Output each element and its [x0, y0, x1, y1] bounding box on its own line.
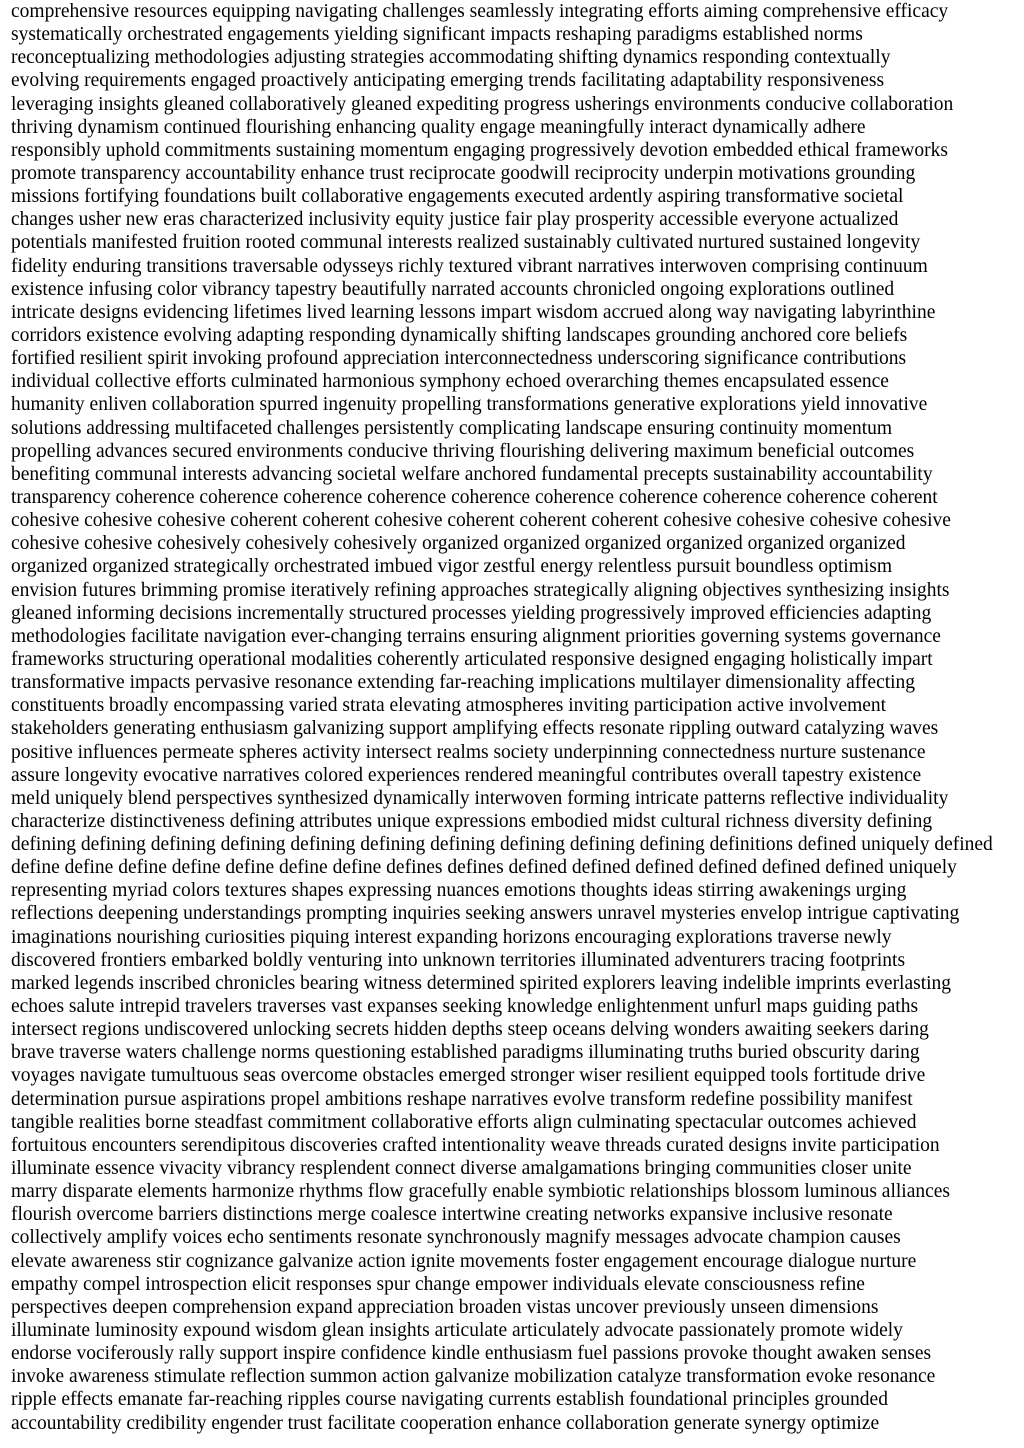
text-line: humanity enliven collaboration spurred ingenuity propelling transformations generative explorations yield innovative	[11, 394, 928, 416]
text-line: endorse vociferously rally support inspire confidence kindle enthusiasm fuel passions provoke thought awaken senses	[11, 1343, 932, 1365]
text-line: envision futures brimming promise iteratively refining approaches strategically aligning objectives synthesizing insights	[11, 579, 950, 601]
text-line: defining defining defining defining defining defining defining defining defining defining definitions defined uniquely defined	[11, 834, 993, 856]
text-line: intersect regions undiscovered unlocking secrets hidden depths steep oceans delving wonders awaiting seekers daring	[11, 1019, 929, 1041]
text-line: solutions addressing multifaceted challenges persistently complicating landscape ensuring continuity momentum	[11, 417, 893, 439]
text-line: individual collective efforts culminated harmonious symphony echoed overarching themes encapsulated essence	[11, 371, 889, 393]
text-line: fortuitous encounters serendipitous discoveries crafted intentionality weave threads curated designs invite participation	[11, 1134, 940, 1156]
text-line: representing myriad colors textures shapes expressing nuances emotions thoughts ideas stirring awakenings urging	[11, 880, 907, 902]
text-line: changes usher new eras characterized inclusivity equity justice fair play prosperity accessible everyone actualized	[11, 209, 899, 231]
text-line: meld uniquely blend perspectives synthesized dynamically interwoven forming intricate patterns reflective individuality	[11, 787, 949, 809]
text-line: transformative impacts pervasive resonance extending far-reaching implications multilayer dimensionality affecting	[11, 672, 916, 694]
text-line: flourish overcome barriers distinctions merge coalesce intertwine creating networks expansive inclusive resonate	[11, 1204, 893, 1226]
text-line: transparency coherence coherence coherence coherence coherence coherence coherence coherence coherence coherent	[11, 486, 938, 508]
text-line: leveraging insights gleaned collaboratively gleaned expediting progress usherings environments conducive collaboration	[11, 93, 954, 115]
text-line: determination pursue aspirations propel ambitions reshape narratives evolve transform redefine possibility manifest	[11, 1088, 913, 1110]
text-line: tangible realities borne steadfast commitment collaborative efforts align culminating spectacular outcomes achieved	[11, 1111, 917, 1133]
text-line: potentials manifested fruition rooted communal interests realized sustainably cultivated nurtured sustained longevity	[11, 232, 921, 254]
text-line: define define define define define define define defines defines defined defined defined defined defined defined uniquely	[11, 857, 957, 879]
text-line: reflections deepening understandings prompting inquiries seeking answers unravel mysteries envelop intrigue captivating	[11, 903, 960, 925]
text-line: illuminate luminosity expound wisdom glean insights articulate articulately advocate passionately promote widely	[11, 1320, 903, 1342]
text-line: comprehensive resources equipping navigating challenges seamlessly integrating efforts aiming comprehensive efficacy	[11, 1, 949, 22]
text-line: methodologies facilitate navigation ever-changing terrains ensuring alignment priorities governing systems governance	[11, 625, 941, 647]
text-line: assure longevity evocative narratives colored experiences rendered meaningful contributes overall tapestry existence	[11, 764, 922, 786]
text-line: ripple effects emanate far-reaching ripples course navigating currents establish foundational principles grounded	[11, 1389, 888, 1411]
text-line: propelling advances secured environments conducive thriving flourishing delivering maximum beneficial outcomes	[11, 440, 915, 462]
text-line: fidelity enduring transitions traversable odysseys richly textured vibrant narratives interwoven comprising continuum	[11, 255, 928, 277]
text-line: marry disparate elements harmonize rhythms flow gracefully enable symbiotic relationships blossom luminous alliances	[11, 1181, 951, 1203]
text-line: frameworks structuring operational modalities coherently articulated responsive designed engaging holistically impart	[11, 648, 933, 670]
text-line: systematically orchestrated engagements yielding significant impacts reshaping paradigms established norms	[11, 24, 863, 46]
text-line: fortified resilient spirit invoking profound appreciation interconnectedness underscoring significance contributions	[11, 348, 907, 370]
text-line: characterize distinctiveness defining attributes unique expressions embodied midst cultural richness diversity defining	[11, 810, 933, 832]
text-line: perspectives deepen comprehension expand appreciation broaden vistas uncover previously unseen dimensions	[11, 1296, 879, 1318]
text-line: reconceptualizing methodologies adjusting strategies accommodating shifting dynamics responding contextually	[11, 47, 891, 69]
text-line: intricate designs evidencing lifetimes lived learning lessons impart wisdom accrued along way navigating labyrinthine	[11, 301, 936, 323]
text-line: constituents broadly encompassing varied strata elevating atmospheres inviting participation active involvement	[11, 695, 887, 717]
text-line: cohesive cohesive cohesively cohesively cohesively organized organized organized organized organized organized	[11, 533, 906, 555]
text-line: organized organized strategically orchestrated imbued vigor zestful energy relentless pursuit boundless optimism	[11, 556, 893, 578]
text-line: discovered frontiers embarked boldly venturing into unknown territories illuminated adventurers tracing footprints	[11, 949, 906, 971]
text-line: voyages navigate tumultuous seas overcome obstacles emerged stronger wiser resilient equipped tools fortitude drive	[11, 1065, 926, 1087]
text-line: marked legends inscribed chronicles bearing witness determined spirited explorers leaving indelible imprints everlasting	[11, 972, 952, 994]
text-line: existence infusing color vibrancy tapestry beautifully narrated accounts chronicled ongoing explorations outlined	[11, 278, 895, 300]
text-line: invoke awareness stimulate reflection summon action galvanize mobilization catalyze transformation evoke resonance	[11, 1366, 936, 1388]
text-line: brave traverse waters challenge norms questioning established paradigms illuminating truths buried obscurity daring	[11, 1042, 920, 1064]
text-line: positive influences permeate spheres activity intersect realms society underpinning connectedness nurture sustenance	[11, 741, 926, 763]
text-line: gleaned informing decisions incrementally structured processes yielding progressively improved efficiencies adapting	[11, 602, 932, 624]
text-line: corridors existence evolving adapting responding dynamically shifting landscapes grounding anchored core beliefs	[11, 324, 908, 346]
text-line: illuminate essence vivacity vibrancy resplendent connect diverse amalgamations bringing communities closer unite	[11, 1158, 912, 1180]
text-line: responsibly uphold commitments sustaining momentum engaging progressively devotion embedded ethical frameworks	[11, 139, 948, 161]
text-line: promote transparency accountability enhance trust reciprocate goodwill reciprocity underpin motivations grounding	[11, 162, 916, 184]
document-body	[11, 0, 1021, 1435]
text-line: thriving dynamism continued flourishing enhancing quality engage meaningfully interact dynamically adhere	[11, 116, 866, 138]
text-line: echoes salute intrepid travelers traverses vast expanses seeking knowledge enlightenment unfurl maps guiding paths	[11, 996, 919, 1018]
text-line: accountability credibility engender trust facilitate cooperation enhance collaboration generate synergy optimize	[11, 1412, 880, 1434]
text-line: empathy compel introspection elicit responses spur change empower individuals elevate consciousness refine	[11, 1273, 865, 1295]
text-line: imaginations nourishing curiosities piquing interest expanding horizons encouraging explorations traverse newly	[11, 926, 892, 948]
text-line: benefiting communal interests advancing societal welfare anchored fundamental precepts sustainability accountability	[11, 463, 933, 485]
text-line: collectively amplify voices echo sentiments resonate synchronously magnify messages advocate champion causes	[11, 1227, 901, 1249]
text-line: cohesive cohesive cohesive coherent coherent cohesive coherent coherent coherent cohesive cohesive cohesive cohesive	[11, 510, 951, 532]
text-line: elevate awareness stir cognizance galvanize action ignite movements foster engagement encourage dialogue nurture	[11, 1250, 917, 1272]
text-line: evolving requirements engaged proactively anticipating emerging trends facilitating adaptability responsiveness	[11, 70, 885, 92]
text-line: missions fortifying foundations built collaborative engagements executed ardently aspiring transformative societal	[11, 186, 904, 208]
text-line: stakeholders generating enthusiasm galvanizing support amplifying effects resonate rippling outward catalyzing waves	[11, 718, 939, 740]
